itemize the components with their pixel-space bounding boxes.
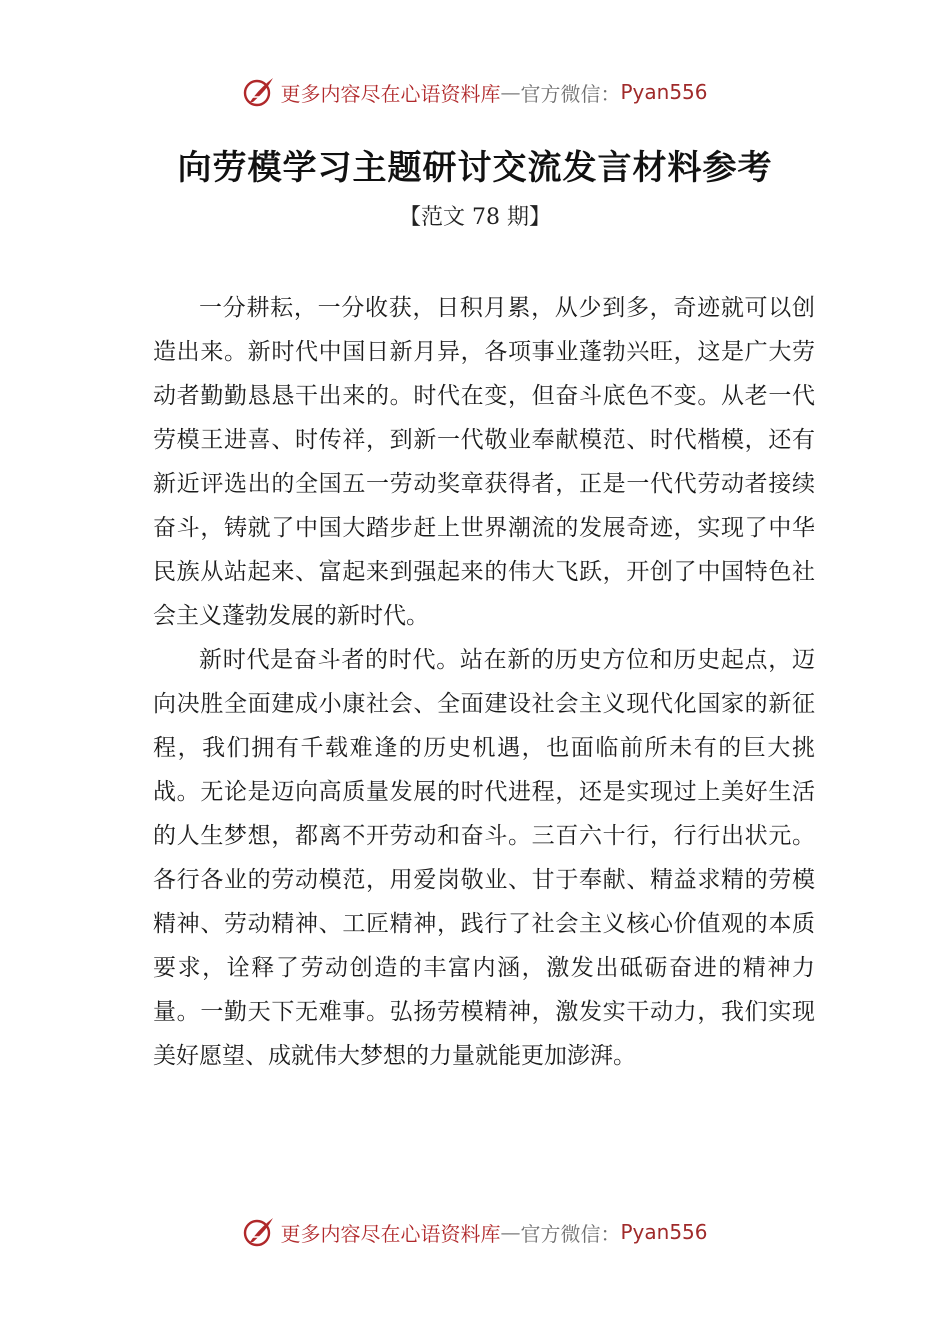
banner-dash: — bbox=[500, 80, 521, 104]
official-wechat-label: 官方微信： bbox=[520, 1221, 621, 1246]
wechat-id: Pyan556 bbox=[620, 80, 708, 104]
official-wechat-label: 官方微信： bbox=[520, 81, 621, 106]
banner-dash: — bbox=[500, 1220, 521, 1244]
quill-logo-icon bbox=[242, 1215, 276, 1249]
footer-banner bbox=[0, 1212, 950, 1252]
quill-logo-icon bbox=[242, 75, 276, 109]
promo-text: 更多内容尽在心语资料库 bbox=[280, 81, 501, 106]
document-title: 向劳模学习主题研讨交流发言材料参考 bbox=[177, 148, 773, 188]
document-subtitle: 【范文 78 期】 bbox=[399, 205, 551, 230]
body-paragraph-2: 新时代是奋斗者的时代。站在新的历史方位和历史起点，迈向决胜全面建成小康社会、全面建设社会主义现代化国家的新征程，我们拥有千载难逢的历史机遇，也面临前所未有的巨大挑战。无论是迈向高质量发展的时代进程，还是实现过上美好生活的人生梦想，都离不开劳动和奋斗。三百六十行，行行出状元。各行各业的劳动模范，用爱岗敬业、甘于奉献、精益求精的劳模精神、劳动精神、工匠精神，践行了社会主义核心价值观的本质要求，诠释了劳动创造的丰富内涵，激发出砥砺奋进的精神力量。一勤天下无难事。弘扬劳模精神，激发实干动力，我们实现美好愿望、成就伟大梦想的力量就能更加澎湃。 bbox=[153, 647, 815, 1069]
header-banner bbox=[0, 72, 950, 112]
document-body bbox=[153, 286, 815, 1078]
body-paragraph-1: 一分耕耘，一分收获，日积月累，从少到多，奇迹就可以创造出来。新时代中国日新月异，各项事业蓬勃兴旺，这是广大劳动者勤勤恳恳干出来的。时代在变，但奋斗底色不变。从老一代劳模王进喜、时传祥，到新一代敬业奉献模范、时代楷模，还有新近评选出的全国五一劳动奖章获得者，正是一代代劳动者接续奋斗，铸就了中国大踏步赶上世界潮流的发展奇迹，实现了中华民族从站起来、富起来到强起来的伟大飞跃，开创了中国特色社会主义蓬勃发展的新时代。 bbox=[153, 295, 815, 629]
wechat-id: Pyan556 bbox=[620, 1220, 708, 1244]
promo-text: 更多内容尽在心语资料库 bbox=[280, 1221, 501, 1246]
